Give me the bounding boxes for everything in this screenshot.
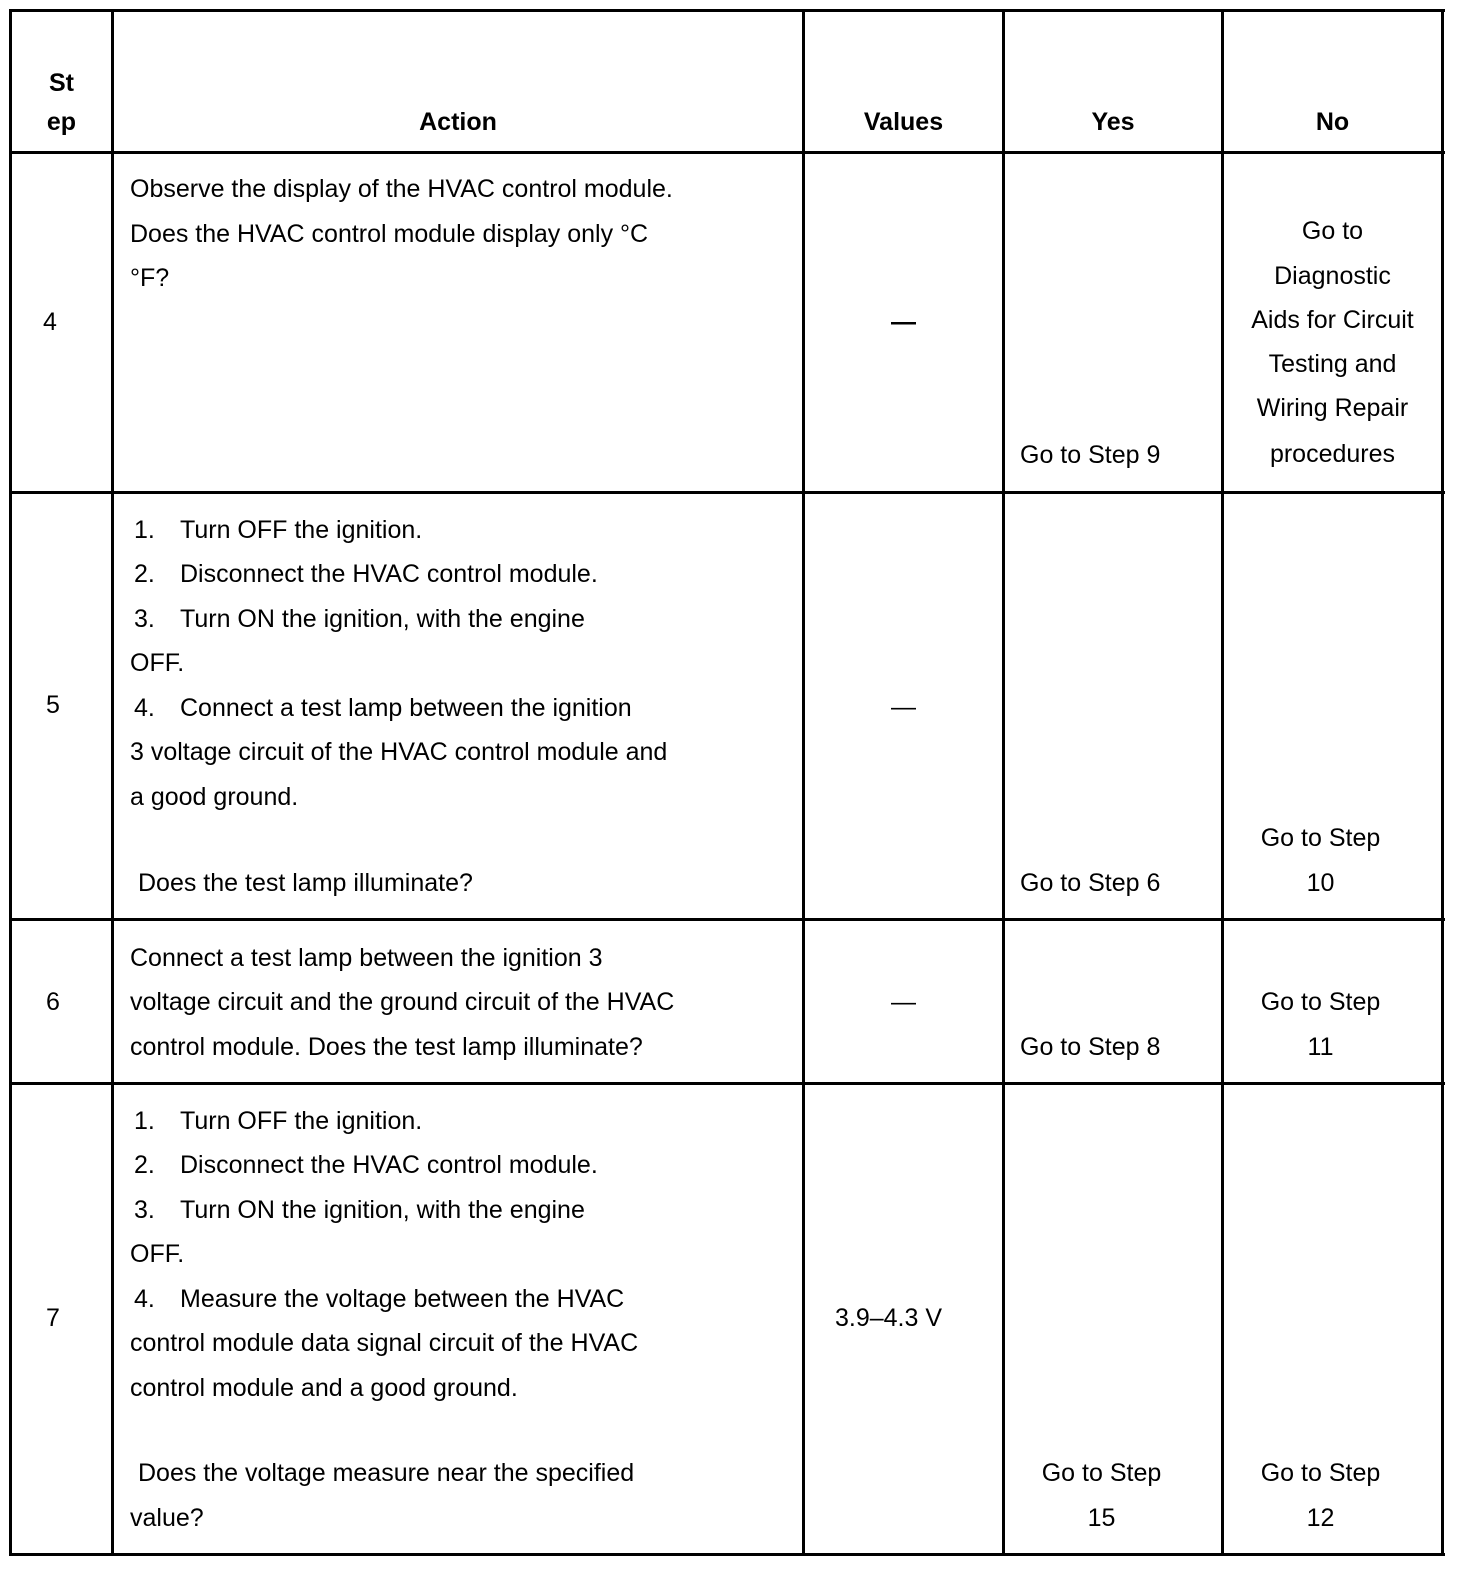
list-number: 4. [134,1285,155,1313]
list-text: Turn OFF the ignition. [180,516,423,544]
step-number: 4 [43,308,57,336]
value-text: — [891,988,916,1016]
header-step-line1: St [49,69,74,97]
list-number: 4. [134,694,155,722]
no-action: Aids for Circuit [1251,306,1414,334]
action-text: control module data signal circuit of the HVAC [130,1329,639,1357]
header-values: Values [863,108,944,136]
action-text: control module. Does the test lamp illuminate? [130,1033,643,1061]
no-action: Wiring Repair [1256,394,1409,422]
action-text: a good ground. [130,783,299,811]
list-text: Connect a test lamp between the ignition [180,694,632,722]
action-text: control module and a good ground. [130,1374,518,1402]
header-action: Action [419,108,497,136]
list-text: Measure the voltage between the HVAC [180,1285,625,1313]
list-number: 2. [134,560,155,588]
yes-action: Go to Step 9 [1020,441,1161,469]
action-text: Connect a test lamp between the ignition 3 [130,944,603,972]
no-action: Go to Step [1260,1459,1381,1487]
list-number: 1. [134,1107,155,1135]
action-question: Does the voltage measure near the specified [138,1459,635,1487]
value-text: 3.9–4.3 V [835,1304,943,1332]
value-text: — [891,308,916,336]
no-action: Diagnostic [1274,262,1391,290]
list-text: Turn OFF the ignition. [180,1107,423,1135]
header-no: No [1315,108,1350,136]
action-list-item [134,1188,585,1233]
step-number: 7 [46,1304,60,1332]
yes-action: Go to Step [1041,1459,1162,1487]
list-number: 3. [134,605,155,633]
action-question: Does the test lamp illuminate? [138,869,473,897]
list-text: Turn ON the ignition, with the engine [180,1196,585,1224]
action-list-item [134,1143,598,1188]
action-question: value? [130,1504,204,1532]
list-text: Disconnect the HVAC control module. [180,560,598,588]
action-text: OFF. [130,649,185,677]
header-step-line2: ep [46,108,77,136]
no-action: 12 [1306,1504,1335,1532]
action-text: Does the HVAC control module display only °C [130,220,649,248]
step-number: 6 [46,988,60,1016]
value-text: — [891,693,916,721]
no-action: procedures [1269,440,1396,468]
list-text: Disconnect the HVAC control module. [180,1151,598,1179]
no-action: Go to Step [1260,988,1381,1016]
no-action: Testing and [1268,350,1397,378]
yes-action: Go to Step 8 [1020,1033,1161,1061]
list-number: 1. [134,516,155,544]
action-list-item [134,1099,422,1144]
no-action: 10 [1306,869,1335,897]
step-number: 5 [46,691,60,719]
header-yes: Yes [1091,108,1135,136]
list-number: 3. [134,1196,155,1224]
action-text: voltage circuit and the ground circuit of the HVAC [130,988,675,1016]
no-action: Go to [1301,217,1364,245]
no-action: Go to Step [1260,824,1381,852]
yes-action: 15 [1087,1504,1116,1532]
list-text: Turn ON the ignition, with the engine [180,605,585,633]
yes-action: Go to Step 6 [1020,869,1161,897]
list-number: 2. [134,1151,155,1179]
action-text: 3 voltage circuit of the HVAC control module and [130,738,668,766]
action-text: Observe the display of the HVAC control module. [130,175,673,203]
no-action: 11 [1307,1033,1334,1061]
action-text: °F? [130,264,170,292]
action-list-item [134,1277,624,1322]
action-text: OFF. [130,1240,185,1268]
